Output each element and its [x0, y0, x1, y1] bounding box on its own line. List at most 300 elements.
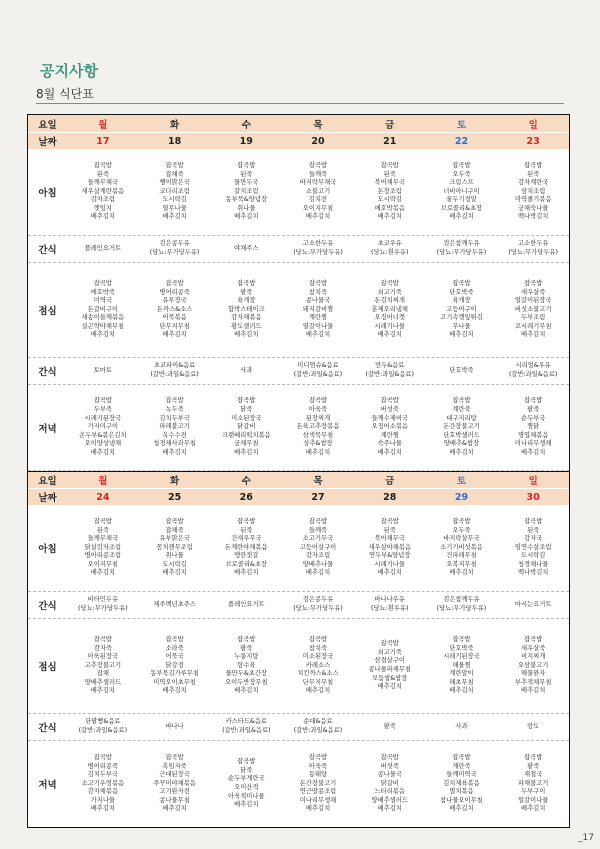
menu-item: 단팥빵&음료 [85, 718, 121, 726]
menu-item: 돼지갈비찜 [302, 305, 334, 313]
menu-item: 고소한두유 [302, 240, 334, 248]
date-cell: 21 [383, 135, 397, 147]
menu-item: 고추장불고기 [84, 661, 122, 669]
menu-item: 크랜베리떡치볶음 [221, 431, 271, 439]
menu-item: (갈반:과일&음료) [150, 371, 199, 378]
menu-item: 얼갈이나물 [517, 796, 549, 804]
menu-item: 얼갈이된장국 [514, 297, 552, 305]
menu-item: 감자채볶음 [87, 788, 119, 796]
menu-item: 검은콩두유 [302, 596, 334, 604]
menu-item: 닭갈비 [237, 423, 256, 431]
date-cell: 17 [96, 135, 110, 147]
menu-item: 바지락무채국 [299, 179, 337, 187]
menu-item: 소기기버섯볶음 [440, 543, 483, 551]
menu-item: 단호박죽 [449, 366, 474, 374]
menu-item: 돈간장불고기 [443, 423, 480, 431]
menu-item: 검은참깨두유 [443, 596, 480, 604]
menu-item: 배추김치 [449, 213, 474, 221]
lunch-cell [139, 263, 211, 357]
menu-item: 돈까스&소스 [156, 305, 193, 313]
menu-item: 애호박볶음 [374, 204, 405, 212]
menu-item: 참치죽 [308, 288, 328, 296]
menu-item: 마시는요거트 [514, 600, 552, 608]
menu-item: 미소된장국 [231, 414, 262, 422]
menu-item: (당뇨:무가당두유) [293, 249, 343, 256]
menu-item: 탕수육 [237, 661, 256, 669]
menu-item: 오두죽 [452, 170, 471, 178]
menu-item: 닭갈비 [380, 779, 399, 787]
menu-item: 배추김치 [162, 213, 187, 221]
menu-item: 들깨무채국 [87, 535, 119, 543]
date-cell: 20 [311, 135, 325, 147]
menu-item: 배추김치 [305, 687, 331, 695]
menu-item: 돈간장불고기 [299, 779, 337, 787]
menu-item: 동태탕 [308, 771, 328, 779]
dinner-cell [210, 385, 282, 470]
menu-item: 들깨죽 [308, 526, 328, 534]
date-cell: 28 [383, 491, 397, 503]
menu-item: (당뇨:흰우유) [371, 249, 409, 256]
menu-item: (갈반:과일&음료) [222, 727, 271, 734]
menu-item: 대구지리탕 [446, 414, 477, 422]
weekday-cell: 화 [169, 119, 180, 131]
menu-item: 너비아니구이 [443, 187, 480, 195]
snack2-cell [282, 358, 354, 384]
menu-item: 잡채 [96, 670, 109, 678]
weekday-label: 요일 [38, 119, 57, 131]
snack2-cell [139, 358, 211, 384]
menu-item: 육개장 [452, 297, 471, 305]
breakfast-cell [497, 149, 569, 235]
menu-item: 녹두죽 [165, 406, 184, 414]
menu-item: 미나리무생채 [514, 440, 552, 448]
menu-item: 쇠고기죽 [377, 648, 402, 656]
snack1-cell [354, 592, 426, 618]
menu-item: (갈반:과일&음료) [293, 727, 343, 734]
menu-item: 버섯죽 [380, 762, 399, 770]
menu-item: 오미산적 [234, 784, 259, 791]
snack1-cell [426, 592, 498, 618]
menu-item: 연두부&양념장 [369, 552, 411, 560]
menu-item: 잡곡밥 [93, 517, 112, 525]
menu-item: 잡곡밥 [165, 517, 184, 525]
menu-item: 계란죽 [452, 406, 471, 414]
snack2-cell [67, 358, 139, 384]
menu-item: 잡곡밥 [380, 640, 399, 648]
menu-item: 닭강정 [165, 661, 184, 669]
menu-item: 단호박샐러드 [443, 431, 480, 439]
lunch-label: 점심 [38, 306, 57, 317]
menu-item: 백나박김치 [517, 569, 549, 577]
menu-item: 배추김치 [305, 448, 331, 456]
menu-item: 청경채나물 [517, 560, 549, 568]
weekday-cell: 수 [241, 119, 251, 131]
menu-item: 잡곡밥 [165, 635, 184, 643]
menu-item: (당뇨:무가당두유) [293, 605, 343, 612]
menu-item: 배추김치 [521, 448, 546, 456]
menu-item: (갈반:과일&음료) [508, 371, 558, 378]
menu-item: 배추김치 [305, 805, 331, 813]
menu-item: 동부묵&양념장 [225, 196, 267, 204]
menu-item: 백나박김치 [517, 213, 549, 221]
lunch-cell [354, 263, 426, 357]
menu-item: 잡곡밥 [165, 279, 184, 287]
breakfast-label: 아침 [38, 188, 57, 199]
menu-item: 배추김치 [305, 213, 331, 221]
menu-item: 단호박죽 [449, 288, 474, 296]
menu-item: 닭죽 [240, 766, 253, 774]
menu-item: 잡곡밥 [308, 279, 328, 287]
snack2-label: 간식 [38, 367, 57, 378]
menu-item: 팥죽 [383, 722, 396, 730]
snack2-cell [426, 714, 498, 740]
menu-item: 잡채죽 [165, 526, 184, 534]
menu-item: 야채주스 [234, 244, 259, 252]
menu-item: 잡곡밥 [165, 753, 184, 761]
menu-item: 배추김치 [377, 569, 402, 577]
menu-item: 잡곡밥 [308, 635, 328, 643]
menu-item: 부추적채무침 [514, 678, 552, 686]
menu-item: 옥수수전 [162, 431, 187, 439]
menu-item: 아욱죽 [308, 762, 328, 770]
menu-item: 가지나물 [90, 796, 116, 804]
menu-item: 유부장국 [162, 297, 187, 305]
menu-item: 순두부계란국 [228, 775, 265, 783]
menu-item: 잡곡밥 [308, 397, 328, 405]
weekday-cell: 토 [456, 119, 467, 131]
menu-item: 도시락김 [521, 552, 546, 560]
menu-item: 배추김치 [377, 805, 402, 813]
menu-item: 검은콩두유 [159, 240, 190, 248]
snack1-cell [139, 592, 211, 618]
menu-item: 팥죽 [527, 406, 540, 414]
menu-item: 도시락김 [162, 196, 187, 204]
snack2-label: 간식 [38, 723, 57, 734]
snack1-cell [497, 236, 569, 262]
menu-item: 건파래무침 [446, 552, 477, 560]
menu-item: 된죽 [240, 170, 253, 178]
menu-item: 플레인요거트 [228, 600, 265, 608]
snack2-cell [210, 714, 282, 740]
lunch-row [28, 263, 569, 358]
snack1-cell [282, 592, 354, 618]
menu-item: 팥죽 [240, 644, 253, 652]
menu-item: 물만두국 [234, 179, 259, 187]
lunch-cell [426, 619, 498, 713]
menu-item: 시래기나물 [374, 322, 405, 330]
menu-item: 소불고기 [305, 187, 331, 195]
menu-item: (당뇨:무가당두유) [508, 249, 558, 256]
menu-item: 돈육고추장볶음 [296, 423, 340, 431]
snack1-cell [139, 236, 211, 262]
menu-item: 잡곡밥 [452, 517, 471, 525]
menu-item: 두부죽 [93, 406, 112, 414]
menu-item: 잡곡밥 [308, 161, 328, 169]
menu-item: 갈치조림 [234, 187, 259, 195]
menu-item: 육개장 [237, 297, 256, 305]
date-cell: 29 [454, 491, 469, 503]
menu-item: 북어채무국 [374, 535, 405, 543]
menu-item: (당뇨:무가당두유) [149, 249, 200, 256]
breakfast-cell [354, 149, 426, 235]
weekday-cell: 목 [313, 119, 323, 131]
menu-item: 쨍이맑은국 [159, 179, 190, 187]
lunch-cell [497, 619, 569, 713]
weekday-cell: 월 [98, 119, 108, 131]
menu-item: 온두부&볶은김치 [79, 431, 127, 439]
menu-item: 오복지무침 [446, 560, 477, 568]
menu-item: 도시락김 [377, 196, 402, 204]
menu-item: 비타민두유 [87, 596, 119, 604]
menu-item: 잡곡밥 [452, 397, 471, 405]
menu-item: 잡곡밥 [524, 517, 543, 525]
menu-item: 고기속깻잎튀김 [440, 314, 483, 322]
date-header-row [28, 488, 569, 505]
menu-item: 잡곡밥 [93, 753, 112, 761]
menu-item: 배추김치 [90, 687, 116, 695]
menu-item: (당뇨:무가당두유) [436, 249, 487, 256]
menu-item: 어묵볶음 [162, 314, 187, 322]
menu-item: 배추김치 [377, 448, 402, 456]
lunch-cell [210, 619, 282, 713]
menu-item: 잡곡밥 [380, 753, 399, 761]
breakfast-cell [426, 505, 498, 591]
menu-item: 물만두&초간장 [225, 670, 267, 678]
menu-item: 콩나물무침 [159, 796, 190, 804]
breakfast-cell [497, 505, 569, 591]
menu-item: 해물완자 [521, 670, 546, 678]
menu-item: 김치전 [308, 196, 328, 204]
date-cell: 22 [454, 135, 469, 147]
menu-item: 김치두부국 [159, 414, 190, 422]
menu-item: 잡곡밥 [380, 161, 399, 169]
date-cell: 25 [167, 491, 182, 503]
menu-item: 된죽 [527, 526, 540, 534]
dinner-cell [497, 741, 569, 827]
menu-item: 무나물 [452, 322, 471, 330]
menu-item: 돈장조림 [377, 187, 402, 195]
menu-item: 잡곡밥 [524, 397, 543, 405]
menu-item: 잡곡밥 [524, 635, 543, 643]
snack2-cell [426, 358, 498, 384]
menu-item: 배추김치 [234, 569, 259, 577]
menu-item: 들깨죽 [308, 170, 328, 178]
menu-item: 참치죽 [308, 644, 328, 652]
dinner-label: 저녁 [38, 423, 57, 435]
menu-item: 김치두부국 [87, 771, 119, 779]
menu-item: 사과 [240, 366, 253, 374]
menu-item: 멸치볶음 [449, 788, 474, 796]
menu-item: 배추김치 [234, 331, 259, 339]
weekday-cell: 금 [385, 119, 395, 131]
menu-item: 된죽 [383, 526, 396, 534]
menu-item: 된죽 [96, 526, 109, 534]
menu-item: 궁채숙나물 [517, 204, 549, 212]
snack2-cell [210, 358, 282, 384]
menu-item: 잡곡밥 [380, 279, 399, 287]
menu-item: 꼬시래기무침 [514, 322, 552, 330]
menu-item: 잡채죽 [165, 170, 184, 178]
menu-item: 바지락살무국 [443, 535, 480, 543]
menu-item: (당뇨:무가당두유) [436, 605, 487, 612]
snack1-cell [282, 236, 354, 262]
dinner-cell [426, 741, 498, 827]
menu-item: 잡곡밥 [93, 161, 112, 169]
weekday-cell: 토 [456, 476, 467, 487]
menu-item: 계란죽 [452, 762, 471, 770]
lunch-cell [426, 263, 498, 357]
title-divider [36, 103, 564, 104]
menu-item: 잡곡밥 [237, 397, 256, 405]
menu-item: 배추김치 [90, 213, 116, 221]
weekday-cell: 일 [528, 119, 538, 131]
menu-item: 소고기무국 [302, 535, 334, 543]
breakfast-row [28, 505, 569, 592]
menu-item: 고기완자전 [159, 788, 190, 796]
menu-item: 잡곡밥 [93, 279, 112, 287]
breakfast-label: 아침 [38, 544, 57, 555]
menu-item: 단무지무침 [159, 322, 190, 330]
page-number: _17 [578, 833, 594, 843]
menu-item: 잡곡밥 [308, 753, 328, 761]
dinner-cell [139, 741, 211, 827]
breakfast-cell [67, 505, 139, 591]
menu-item: 훈제오리냉채 [371, 305, 408, 313]
menu-item: 건새우무국 [231, 535, 262, 543]
breakfast-cell [282, 149, 354, 235]
menu-item: 검은참깨두유 [443, 240, 480, 248]
menu-item: 오이양상냉채 [84, 440, 122, 448]
menu-item: 배추김치 [377, 331, 402, 339]
menu-item: 카스타드&음료 [225, 718, 267, 726]
menu-item: 잡곡밥 [165, 161, 184, 169]
menu-item: 모둠쌈&쌈장 [372, 674, 408, 682]
menu-item: 아욱죽 [308, 406, 328, 414]
menu-item: 주꾸미야채볶음 [153, 779, 196, 787]
lunch-cell [210, 263, 282, 357]
menu-item: 청경채사과무침 [153, 440, 196, 448]
menu-item: 고등어구이 [446, 305, 477, 313]
menu-item: 배추김치 [449, 331, 474, 339]
menu-item: 미역오이초무침 [153, 678, 196, 686]
date-cell: 27 [311, 491, 325, 503]
menu-item: 잡곡밥 [308, 517, 328, 525]
menu-item: 고소한두유 [517, 240, 549, 248]
menu-item: 시래기된장국 [443, 653, 480, 661]
menu-item: 랑도 [527, 722, 540, 730]
snack1-cell [210, 592, 282, 618]
menu-item: 돈갈비구이 [87, 305, 119, 313]
menu-item: 양배추나물 [302, 560, 334, 568]
menu-item: 미역줄기볶음 [514, 196, 552, 204]
menu-item: 병아리콩죽 [87, 762, 119, 770]
menu-item: 양배추&쌈장 [443, 440, 480, 448]
weekday-label: 요일 [38, 476, 57, 487]
menu-item: 명엽채볶음 [517, 431, 549, 439]
breakfast-cell [210, 505, 282, 591]
breakfast-cell [139, 149, 211, 235]
menu-item: 삼색묵무침 [302, 431, 334, 439]
menu-item: 오삼불고기 [517, 661, 549, 669]
menu-item: 닭죽 [240, 406, 253, 414]
date-cell: 19 [239, 135, 253, 147]
menu-item: 해물찜 [452, 661, 471, 669]
menu-item: 배추김치 [234, 801, 259, 809]
menu-item: 배추김치 [521, 805, 546, 813]
menu-item: 꽁치캔무조림 [156, 543, 193, 551]
menu-item: 파채불고기 [517, 779, 549, 787]
menu-item: 열갈이나물 [302, 322, 334, 330]
breakfast-cell [282, 505, 354, 591]
menu-item: 새우살죽 [521, 288, 546, 296]
menu-item: 잡곡밥 [237, 517, 256, 525]
menu-item: 잡곡밥 [452, 635, 471, 643]
menu-item: 깻잎지 [93, 204, 112, 212]
snack2-cell [67, 714, 139, 740]
menu-item: 배추김치 [377, 213, 402, 221]
menu-item: 두부구이 [521, 788, 546, 796]
dinner-cell [67, 385, 139, 470]
menu-item: 삼치조림 [521, 187, 546, 195]
menu-item: 배추김치 [449, 448, 474, 456]
dinner-cell [426, 385, 498, 470]
menu-item: 취나물 [237, 204, 256, 212]
menu-item: 배추김치 [449, 687, 474, 695]
weekday-cell: 월 [98, 476, 108, 487]
menu-item: 잡곡밥 [524, 161, 543, 169]
menu-item: 배추김치 [305, 331, 331, 339]
menu-item: 감자채볶음 [231, 314, 262, 322]
menu-item: 맹란젓갈 [234, 552, 259, 560]
menu-item: 해초무침 [449, 678, 474, 686]
menu-table [27, 114, 570, 828]
menu-item: 배추김치 [449, 569, 474, 577]
menu-item: 계란말이 [449, 670, 474, 678]
menu-item: 돈김치찌개 [374, 297, 405, 305]
snack1-label: 간식 [38, 601, 57, 612]
lunch-cell [67, 619, 139, 713]
menu-item: 잡곡밥 [237, 758, 256, 766]
menu-item: 애호박죽 [90, 288, 116, 296]
menu-item: 바나나 [165, 722, 184, 730]
menu-item: 도시락김 [162, 560, 187, 568]
menu-item: 미나리무생채 [299, 796, 337, 804]
lunch-label: 점심 [38, 662, 57, 673]
menu-item: 배추김치 [90, 569, 116, 577]
menu-item: (갈반:과일&음료) [365, 371, 414, 378]
weekday-cell: 화 [169, 476, 180, 487]
menu-item: 계란찜 [308, 314, 328, 322]
menu-item: 병어리콩죽 [159, 288, 190, 296]
menu-item: 치킨까스&소스 [297, 670, 339, 678]
menu-item: 초코우유 [377, 240, 402, 248]
menu-item: 사과 [455, 722, 468, 730]
breakfast-cell [139, 505, 211, 591]
menu-item: 감자죽 [93, 644, 112, 652]
lunch-row [28, 619, 569, 714]
menu-item: 돈계란야채볶음 [225, 543, 268, 551]
dinner-cell [67, 741, 139, 827]
menu-item: 들깨수제비국 [371, 414, 408, 422]
menu-item: 배추김치 [162, 805, 187, 813]
menu-item: 들깨무채국 [87, 179, 119, 187]
page-subtitle: 8월 식단표 [36, 87, 94, 101]
menu-item: 유부맑은국 [159, 535, 190, 543]
weekday-header-row [28, 115, 569, 132]
menu-item: 오징어너겟 [374, 314, 405, 322]
menu-item: 잡곡밥 [380, 517, 399, 525]
snack2-row [28, 358, 569, 385]
